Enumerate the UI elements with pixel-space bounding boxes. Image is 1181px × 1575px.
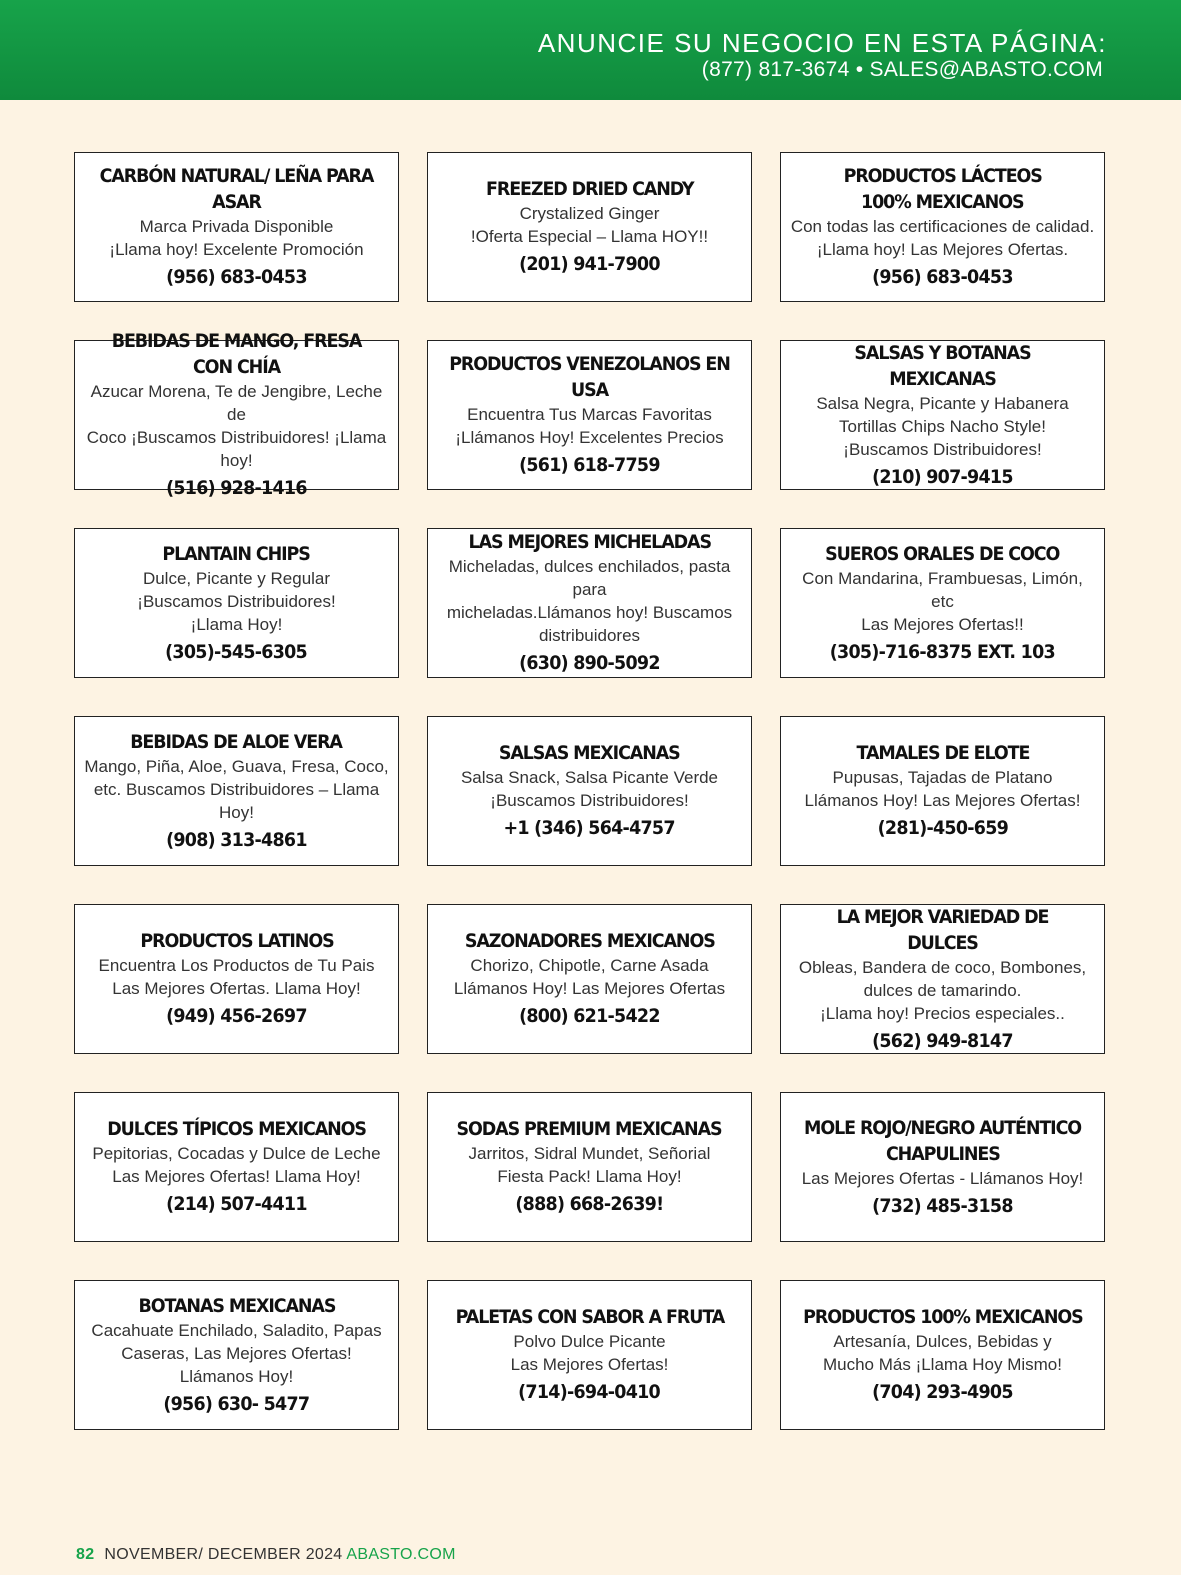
ad-title: PRODUCTOS 100% MEXICANOS <box>802 1306 1083 1328</box>
ad-description-line: Las Mejores Ofertas. Llama Hoy! <box>112 979 361 998</box>
ad-description-line: Marca Privada Disponible <box>139 217 334 236</box>
ad-title: PRODUCTOS LATINOS <box>139 930 334 952</box>
ad-phone: (214) 507-4411 <box>166 1193 307 1215</box>
ad-phone: (800) 621-5422 <box>519 1005 660 1027</box>
ad-card <box>780 152 1105 302</box>
ad-phone: (210) 907-9415 <box>872 465 1013 488</box>
ad-description-line: Llámanos Hoy! Las Mejores Ofertas <box>453 979 726 998</box>
ad-card <box>427 716 752 866</box>
ad-title: PRODUCTOS LÁCTEOS <box>843 165 1042 187</box>
ad-description-line: Coco ¡Buscamos Distribuidores! ¡Llama <box>86 428 387 447</box>
ad-description-line: Dulce, Picante y Regular <box>142 568 331 588</box>
ad-description-line: Mucho Más ¡Llama Hoy Mismo! <box>822 1355 1062 1374</box>
ad-description-line: Tortillas Chips Nacho Style! <box>839 416 1046 436</box>
ad-card <box>427 1280 752 1430</box>
ad-description-line: Micheladas, dulces enchilados, pasta para <box>448 557 731 599</box>
ad-description-line: Salsa Negra, Picante y Habanera <box>816 393 1069 413</box>
ad-title: LA MEJOR VARIEDAD DE DULCES <box>836 905 1049 954</box>
ad-phone: (305)-716-8375 EXT. 103 <box>829 640 1056 663</box>
ad-phone: (956) 630- 5477 <box>163 1392 310 1415</box>
ad-description-line: Chorizo, Chipotle, Carne Asada <box>470 956 709 975</box>
ad-phone: (949) 456-2697 <box>166 1005 307 1027</box>
ad-title: DULCES TÍPICOS MEXICANOS <box>107 1118 366 1140</box>
ad-description-line: Con Mandarina, Frambuesas, Limón, etc <box>802 568 1083 611</box>
ad-description-line: Encuentra Tus Marcas Favoritas <box>467 405 712 424</box>
ad-description-line: Con todas las certificaciones de calidad. <box>790 217 1095 236</box>
ad-description-line: Pupusas, Tajadas de Platano <box>832 768 1053 787</box>
ad-description-line: Encuentra Los Productos de Tu Pais <box>98 956 375 975</box>
ad-title: BEBIDAS DE ALOE VERA <box>130 730 343 753</box>
ad-title: LAS MEJORES MICHELADAS <box>468 531 711 553</box>
ad-phone: (956) 683-0453 <box>166 266 307 288</box>
ad-description-line: ¡Llama hoy! Precios especiales.. <box>820 1003 1065 1023</box>
ad-description-line: micheladas.Llámanos hoy! Buscamos <box>446 603 733 622</box>
ad-description-line: Cacahuate Enchilado, Saladito, Papas <box>91 1320 382 1340</box>
ad-card <box>780 904 1105 1054</box>
ad-card <box>74 528 399 678</box>
ad-description-line: ¡Buscamos Distribuidores! <box>843 439 1042 459</box>
ad-card <box>427 340 752 490</box>
ad-card <box>780 1280 1105 1430</box>
ad-phone: (201) 941-7900 <box>519 253 660 275</box>
ad-phone: (516) 928-1416 <box>166 477 307 499</box>
ad-phone: (704) 293-4905 <box>872 1381 1013 1403</box>
ad-card <box>74 152 399 302</box>
ad-title: FREEZED DRIED CANDY <box>485 178 694 200</box>
header-headline: ANUNCIE SU NEGOCIO EN ESTA PÁGINA: <box>537 28 1107 58</box>
page-number: 82 <box>76 1546 95 1563</box>
ad-description-line: ¡Llama Hoy! <box>190 614 283 634</box>
ad-title: CHAPULINES <box>885 1142 1000 1165</box>
ad-title: SUEROS ORALES DE COCO <box>825 542 1060 565</box>
ad-phone: (561) 618-7759 <box>519 454 660 476</box>
ad-title: PLANTAIN CHIPS <box>162 542 311 565</box>
ad-card <box>780 528 1105 678</box>
footer-site: ABASTO.COM <box>346 1546 456 1563</box>
ad-title: SAZONADORES MEXICANOS <box>464 930 715 952</box>
ad-description-line: ¡Buscamos Distribuidores! <box>137 591 336 611</box>
ad-description-line: Hoy! <box>219 802 254 822</box>
page-footer <box>76 1546 456 1564</box>
ad-description-line: Pepitorias, Cocadas y Dulce de Leche <box>92 1144 381 1163</box>
ad-description-line: etc. Buscamos Distribuidores – Llama <box>93 779 380 799</box>
ad-card <box>427 528 752 678</box>
ad-description-line: Llámanos Hoy! <box>179 1366 294 1386</box>
ad-title: SALSAS Y BOTANAS MEXICANAS <box>854 341 1031 390</box>
ad-card <box>427 152 752 302</box>
ad-description-line: Fiesta Pack! Llama Hoy! <box>497 1167 682 1186</box>
ad-description-line: Las Mejores Ofertas! Llama Hoy! <box>112 1167 361 1186</box>
ad-description-line: Artesanía, Dulces, Bebidas y <box>833 1332 1052 1351</box>
header-contact: (877) 817-3674 • SALES@ABASTO.COM <box>701 58 1103 81</box>
ad-description-line: Polvo Dulce Picante <box>513 1332 666 1351</box>
ad-phone: (630) 890-5092 <box>519 652 660 674</box>
ad-title: MOLE ROJO/NEGRO AUTÉNTICO <box>803 1116 1082 1139</box>
ad-description-line: ¡Llama hoy! Las Mejores Ofertas. <box>816 240 1069 259</box>
ad-description-line: Las Mejores Ofertas - Llámanos Hoy! <box>801 1168 1084 1188</box>
ad-card <box>427 1092 752 1242</box>
ad-title: SODAS PREMIUM MEXICANAS <box>457 1118 722 1140</box>
ad-card <box>780 340 1105 490</box>
ad-description-line: Salsa Snack, Salsa Picante Verde <box>460 768 719 787</box>
ad-description-line: Las Mejores Ofertas! <box>510 1355 669 1374</box>
page-header-banner <box>0 0 1181 100</box>
ad-card <box>74 904 399 1054</box>
ad-phone: (956) 683-0453 <box>872 266 1013 288</box>
ad-description-line: !Oferta Especial – Llama HOY!! <box>470 227 709 246</box>
issue-date: NOVEMBER/ DECEMBER 2024 <box>104 1546 343 1563</box>
ad-phone: (305)-545-6305 <box>165 640 308 663</box>
ad-description-line: dulces de tamarindo. <box>863 980 1022 1000</box>
ad-card <box>74 1092 399 1242</box>
ad-phone: (281)-450-659 <box>877 817 1008 839</box>
ad-description-line: distribuidores <box>538 626 641 645</box>
ad-card <box>74 716 399 866</box>
ad-phone: (888) 668-2639! <box>515 1193 664 1215</box>
ad-title: PRODUCTOS VENEZOLANOS EN USA <box>449 353 730 401</box>
ad-title: TAMALES DE ELOTE <box>856 742 1029 764</box>
ad-phone: (562) 949-8147 <box>872 1029 1013 1052</box>
ad-title: 100% MEXICANOS <box>861 191 1024 213</box>
ad-card <box>74 1280 399 1430</box>
ad-phone: (732) 485-3158 <box>872 1194 1013 1217</box>
ad-description-line: Llámanos Hoy! Las Mejores Ofertas! <box>804 791 1081 810</box>
ad-phone: (714)-694-0410 <box>518 1381 661 1403</box>
ad-description-line: Crystalized Ginger <box>519 204 660 223</box>
classified-ads-grid <box>74 152 1106 1430</box>
ad-title: BOTANAS MEXICANAS <box>138 1294 335 1317</box>
ad-description-line: Caseras, Las Mejores Ofertas! <box>121 1343 352 1363</box>
ad-description-line: Jarritos, Sidral Mundet, Señorial <box>468 1144 711 1163</box>
ad-description-line: ¡Buscamos Distribuidores! <box>490 791 689 810</box>
ad-card <box>74 330 399 499</box>
ad-description-line: ¡Llama hoy! Excelente Promoción <box>109 240 364 259</box>
ad-description-line: ¡Llámanos Hoy! Excelentes Precios <box>455 428 724 447</box>
ad-card <box>780 716 1105 866</box>
ad-description-line: hoy! <box>220 451 253 470</box>
ad-title: BEBIDAS DE MANGO, FRESA CON CHÍA <box>111 330 362 378</box>
ad-title: PALETAS CON SABOR A FRUTA <box>455 1306 724 1328</box>
ad-title: SALSAS MEXICANAS <box>499 742 680 764</box>
ad-phone: +1 (346) 564-4757 <box>503 817 676 839</box>
ad-description-line: Obleas, Bandera de coco, Bombones, <box>798 957 1087 977</box>
ad-card <box>427 904 752 1054</box>
ad-description-line: Las Mejores Ofertas!! <box>861 614 1024 634</box>
ad-description-line: Azucar Morena, Te de Jengibre, Leche de <box>90 382 383 424</box>
ad-phone: (908) 313-4861 <box>166 828 307 851</box>
ad-title: CARBÓN NATURAL/ LEÑA PARA ASAR <box>99 165 374 213</box>
ad-description-line: Mango, Piña, Aloe, Guava, Fresa, Coco, <box>84 756 389 776</box>
ad-card <box>780 1092 1105 1242</box>
